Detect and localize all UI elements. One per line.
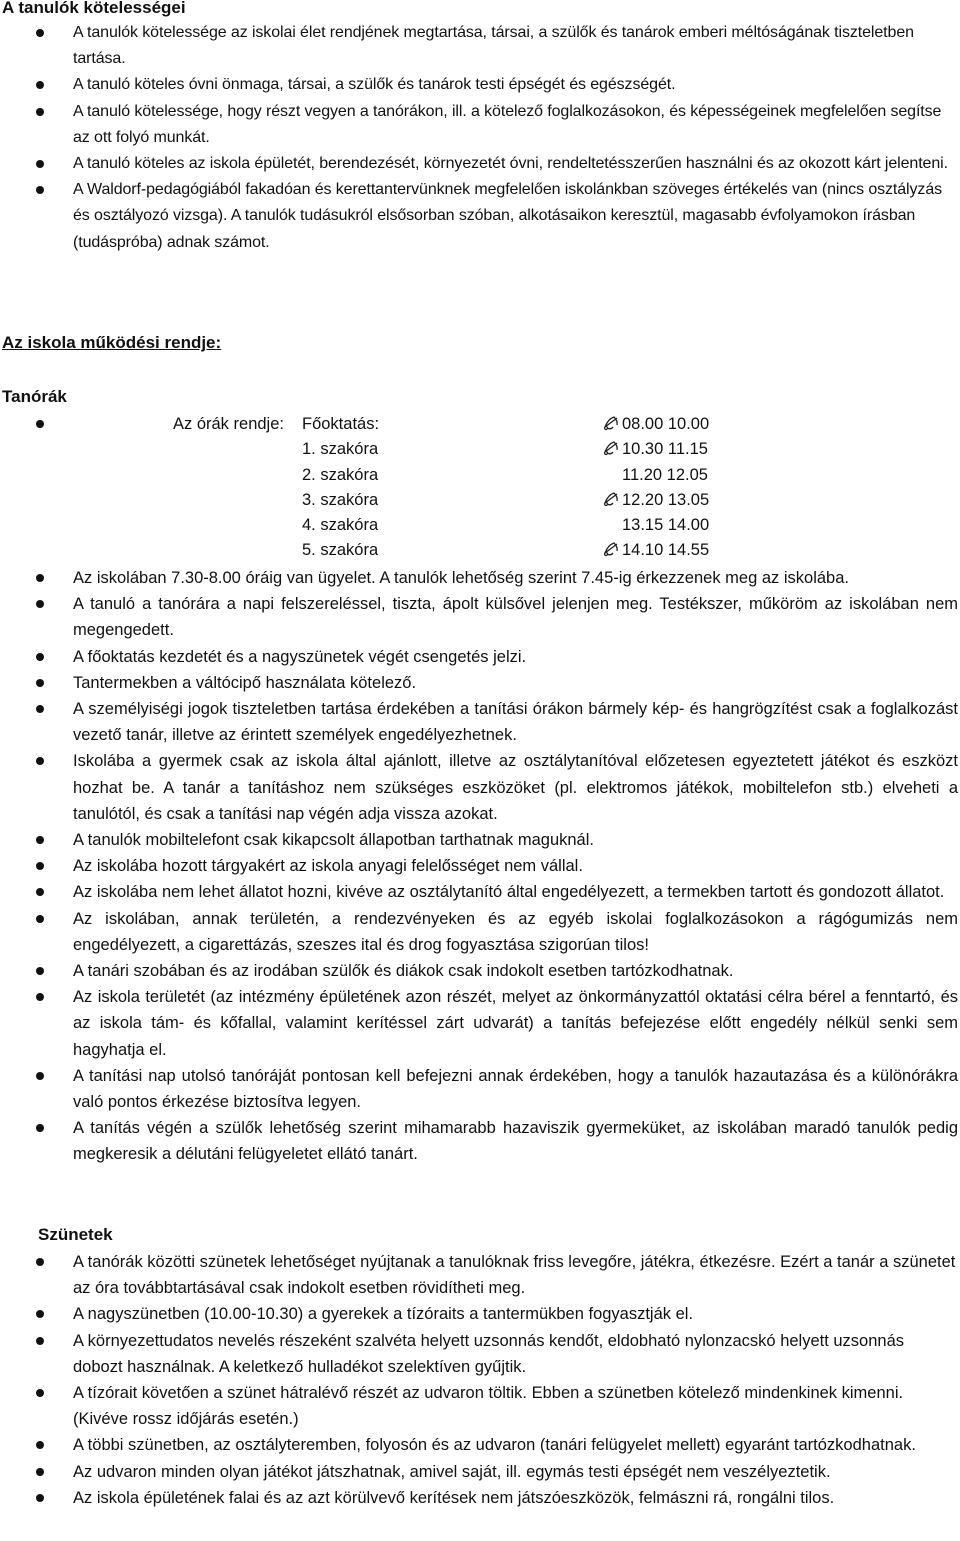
bell-icon <box>602 440 620 456</box>
list-item: A főoktatás kezdetét és a nagyszünetek végét csengetés jelzi. <box>0 644 960 670</box>
bell-icon <box>602 415 620 431</box>
list-item: Az iskola épületének falai és az azt körülvevő kerítések nem játszóeszközök, felmászni rá, rongálni tilos. <box>0 1485 960 1511</box>
bullet-icon <box>36 29 44 37</box>
bullet-icon <box>36 862 44 870</box>
bullet-icon <box>36 679 44 687</box>
list-item: A tanítás végén a szülők lehetőség szerint mihamarabb hazaviszik gyermeküket, az iskolában maradó tanulók pedig megkeresik a délutáni felügyeletet ellátó tanárt. <box>0 1115 960 1167</box>
schedule-time: 13.15 14.00 <box>622 516 710 535</box>
list-item: A tanuló kötelessége, hogy részt vegyen a tanórákon, ill. a kötelező foglalkozásokon, és képességeinek megfelelően segítse az ott folyó munkát. <box>0 99 960 151</box>
bullet-icon <box>36 1494 44 1502</box>
bullet-icon <box>36 420 44 428</box>
lessons-rules-list <box>0 565 960 1168</box>
bullet-icon <box>36 1072 44 1080</box>
list-item: A nagyszünetben (10.00-10.30) a gyerekek a tízóraits a tantermükben fogyasztják el. <box>0 1301 960 1327</box>
bullet-icon <box>36 81 44 89</box>
list-item: Az iskolába hozott tárgyakért az iskola anyagi felelősséget nem vállal. <box>0 853 960 879</box>
list-item: A tanári szobában és az irodában szülők és diákok csak indokolt esetben tartózkodhatnak. <box>0 958 960 984</box>
schedule-name: 1. szakóra <box>302 440 379 459</box>
bullet-icon <box>36 757 44 765</box>
schedule-row <box>0 411 960 436</box>
bullet-icon <box>36 108 44 116</box>
bullet-icon <box>36 1441 44 1449</box>
list-item: A tanulók mobiltelefont csak kikapcsolt állapotban tarthatnak maguknál. <box>0 827 960 853</box>
bullet-icon <box>36 160 44 168</box>
schedule-name: 5. szakóra <box>302 541 379 560</box>
list-item: Iskolába a gyermek csak az iskola által ajánlott, illetve az osztálytanítóval előzetesen egyeztetett játékot és eszközt hozhat be. A tanár a tanításhoz nem szükséges eszközöket (pl. elektromos játékok, mobiltelefon stb.) elveheti a tanulótól, és csak a tanítási nap végén adja vissza azokat. <box>0 748 960 827</box>
subsection-title-szunetek: Szünetek <box>38 1225 113 1244</box>
schedule-name: Főoktatás: <box>302 415 380 433</box>
list-item: A tanuló köteles az iskola épületét, berendezését, környezetét óvni, rendeltetésszerűen használni és az okozott kárt jelenteni. <box>0 151 960 177</box>
list-item: A tanuló a tanórára a napi felszereléssel, tiszta, ápolt külsővel jelenjen meg. Testékszer, műköröm az iskolában nem megengedett. <box>0 591 960 643</box>
bullet-icon <box>36 705 44 713</box>
schedule-name: 2. szakóra <box>302 465 379 484</box>
bullet-icon <box>36 993 44 1001</box>
schedule-table <box>0 411 960 563</box>
list-item: A többi szünetben, az osztályteremben, folyosón és az udvaron (tanári felügyelet mellett) egyaránt tartózkodhatnak. <box>0 1432 960 1458</box>
bullet-icon <box>36 836 44 844</box>
list-item: Az iskolában, annak területén, a rendezvényeken és az egyéb iskolai foglalkozásokon a rágógumizás nem engedélyezett, a cigarettázás, szeszes ital és drog fogyasztása szigorúan tilos! <box>0 906 960 958</box>
schedule-label: Az órák rendje: <box>173 415 284 433</box>
bullet-icon <box>36 1258 44 1266</box>
list-item: A környezettudatos nevelés részeként szalvéta helyett uzsonnás kendőt, eldobható nylonzacskó helyett uzsonnás dobozt használnak. A keletkező hulladékot szelektíven gyűjtik. <box>0 1328 960 1380</box>
bell-icon <box>602 541 620 557</box>
schedule-name: 3. szakóra <box>302 490 379 509</box>
list-item: A személyiségi jogok tiszteletben tartása érdekében a tanítási órákon bármely kép- és hangrögzítést csak a foglalkozást vezető tanár, illetve az érintett személyek engedélyezhetnek. <box>0 696 960 748</box>
list-item: Tantermekben a váltócipő használata kötelező. <box>0 670 960 696</box>
bullet-icon <box>36 186 44 194</box>
bullet-icon <box>36 600 44 608</box>
duties-list <box>0 20 960 256</box>
schedule-row <box>0 436 960 461</box>
schedule-time: 14.10 14.55 <box>622 541 710 560</box>
schedule-row <box>0 462 960 487</box>
schedule-time: 10.30 11.15 <box>622 440 708 459</box>
list-item: A tanulók kötelessége az iskolai élet rendjének megtartása, társai, a szülők és tanárok emberi méltóságának tiszteletben tartása. <box>0 20 960 72</box>
section-title-kotelessegek: A tanulók kötelességei <box>2 0 186 17</box>
bullet-icon <box>36 574 44 582</box>
list-item: A tízórait követően a szünet hátralévő részét az udvaron töltik. Ebben a szünetben kötelező mindenkinek kimenni. (Kivéve rossz időjárás esetén.) <box>0 1380 960 1432</box>
bullet-icon <box>36 888 44 896</box>
schedule-time: 11.20 12.05 <box>622 465 708 484</box>
list-item: A tanuló köteles óvni önmaga, társai, a szülők és tanárok testi épségét és egészségét. <box>0 72 960 98</box>
breaks-rules-list <box>0 1249 960 1511</box>
schedule-time: 12.20 13.05 <box>622 490 710 509</box>
schedule-time: 08.00 10.00 <box>622 415 710 433</box>
bullet-icon <box>36 1337 44 1345</box>
list-item: Az iskolában 7.30-8.00 óráig van ügyelet. A tanulók lehetőség szerint 7.45-ig érkezzenek meg az iskolába. <box>0 565 960 591</box>
list-item: Az udvaron minden olyan játékot játszhatnak, amivel saját, ill. egymás testi épségét nem veszélyeztetik. <box>0 1459 960 1485</box>
bullet-icon <box>36 967 44 975</box>
schedule-row <box>0 487 960 512</box>
bullet-icon <box>36 1389 44 1397</box>
list-item: A tanítási nap utolsó tanóráját pontosan kell befejezni annak érdekében, hogy a tanulók hazautazása és a különórákra való pontos érkezése biztosítva legyen. <box>0 1063 960 1115</box>
bullet-icon <box>36 1124 44 1132</box>
schedule-row <box>0 512 960 537</box>
subsection-title-tanorak: Tanórák <box>2 387 67 406</box>
list-item: Az iskolába nem lehet állatot hozni, kivéve az osztálytanító által engedélyezett, a termekben tartott és gondozott állatot. <box>0 879 960 905</box>
section-title-mukodesi-rend: Az iskola működési rendje: <box>2 333 222 352</box>
list-item: A tanórák közötti szünetek lehetőséget nyújtanak a tanulóknak friss levegőre, játékra, étkezésre. Ezért a tanár a szünetet az óra továbbtartásával csak indokolt esetben rövidítheti meg. <box>0 1249 960 1301</box>
bullet-icon <box>36 1310 44 1318</box>
list-item: A Waldorf-pedagógiából fakadóan és kerettantervünknek megfelelően iskolánkban szöveges értékelés van (nincs osztályzás és osztályozó vizsga). A tanulók tudásukról elsősorban szóban, alkotásaikon keresztül, magasabb évfolyamokon írásban (tudáspróba) adnak számot. <box>0 177 960 256</box>
bullet-icon <box>36 1468 44 1476</box>
bullet-icon <box>36 653 44 661</box>
bell-icon <box>602 491 620 507</box>
schedule-row <box>0 537 960 562</box>
schedule-name: 4. szakóra <box>302 516 379 535</box>
list-item: Az iskola területét (az intézmény épületének azon részét, melyet az önkormányzattól oktatási célra bérel a fenntartó, és az iskola tám- és kőfallal, valamint kerítéssel zárt udvarát) a tanítás befejezése előtt engedély nélkül senki sem hagyhatja el. <box>0 984 960 1063</box>
bullet-icon <box>36 915 44 923</box>
